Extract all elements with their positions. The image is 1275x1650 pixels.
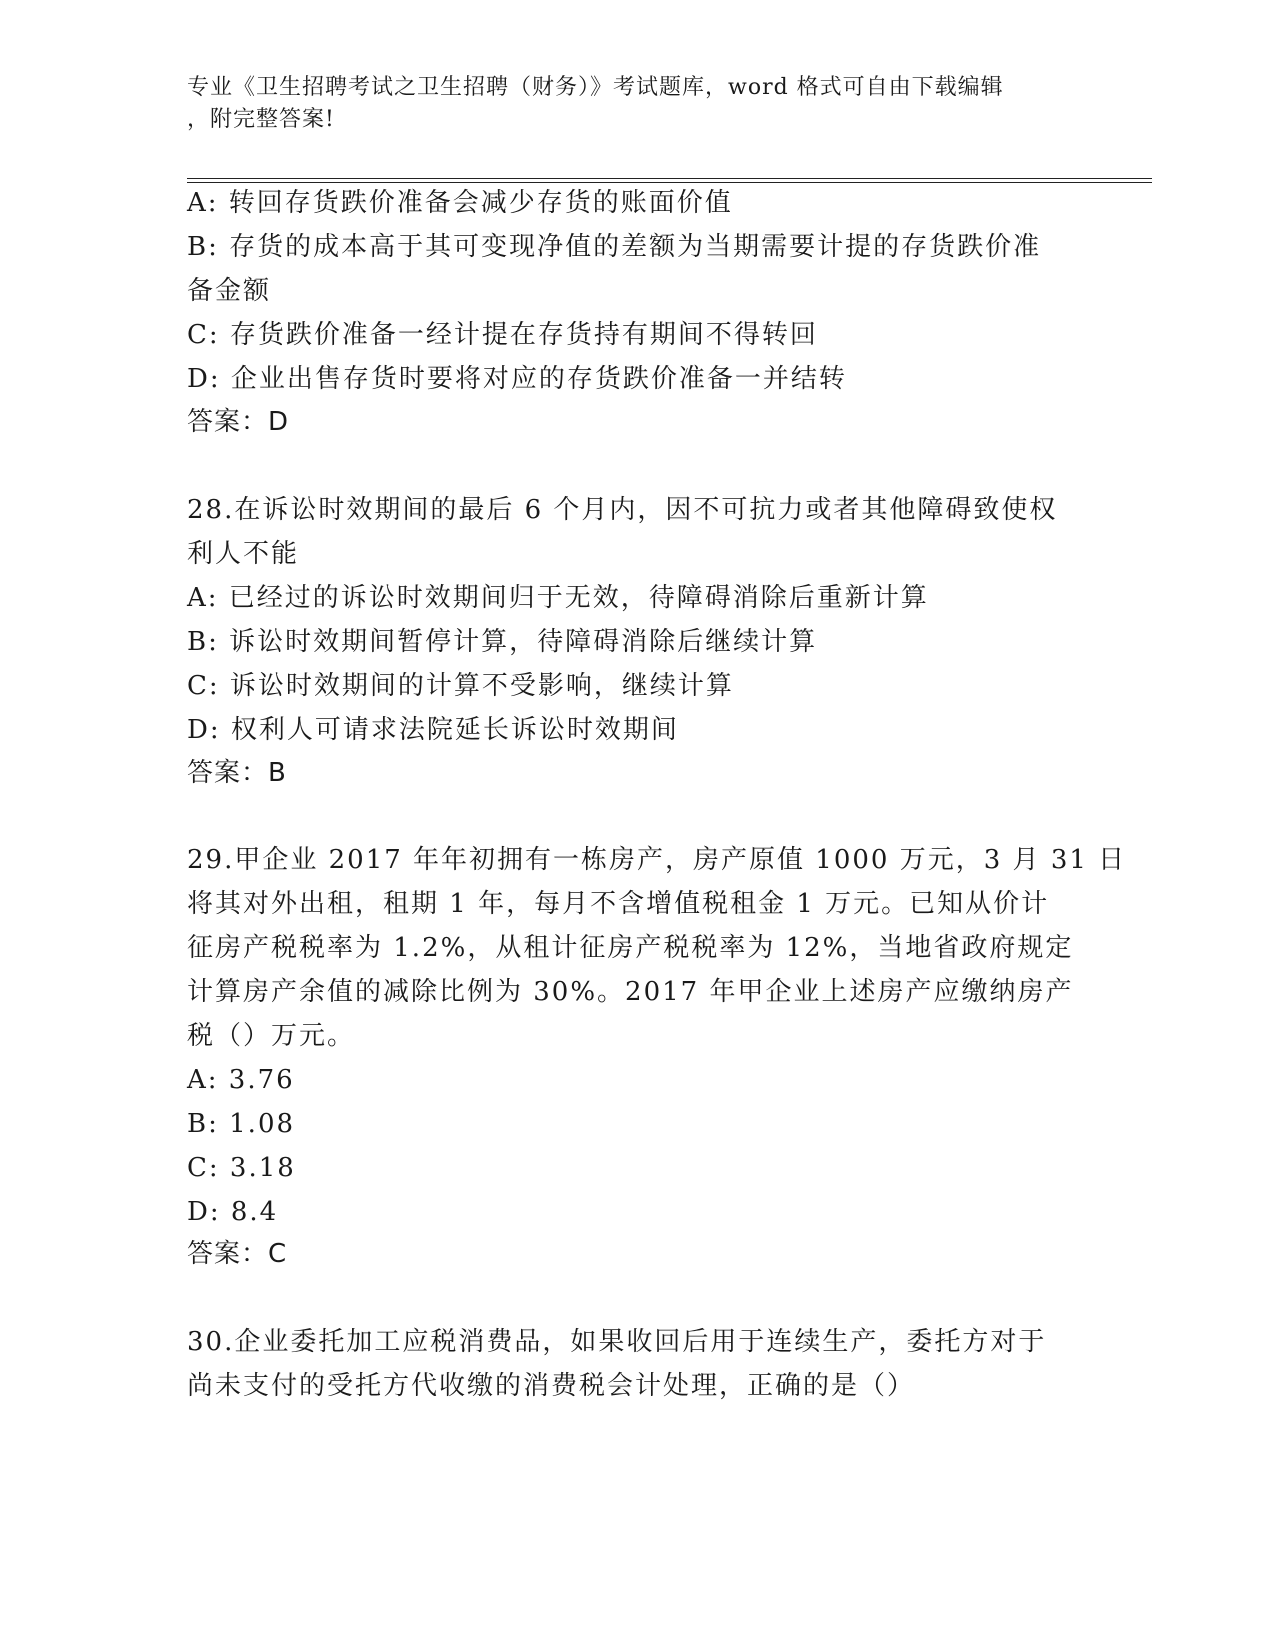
q29-stem-line-3: 征房产税税率为 1.2%，从租计征房产税税率为 12%，当地省政府规定 — [187, 933, 1074, 963]
q28-option-c: C: 诉讼时效期间的计算不受影响，继续计算 — [187, 671, 734, 701]
q30-stem-line-2: 尚未支付的受托方代收缴的消费税会计处理，正确的是（） — [187, 1371, 916, 1401]
q29-option-a: A: 3.76 — [187, 1065, 295, 1095]
q27-option-b-line-1: B: 存货的成本高于其可变现净值的差额为当期需要计提的存货跌价准 — [187, 232, 1042, 262]
q28-stem-line-1: 28.在诉讼时效期间的最后 6 个月内，因不可抗力或者其他障碍致使权 — [187, 495, 1058, 525]
q27-option-b-line-2: 备金额 — [187, 276, 272, 306]
q29-option-d: D: 8.4 — [187, 1197, 279, 1227]
q28-option-b: B: 诉讼时效期间暂停计算，待障碍消除后继续计算 — [187, 627, 818, 657]
q29-stem-line-5: 税（）万元。 — [187, 1021, 356, 1051]
header-line-1: 专业《卫生招聘考试之卫生招聘（财务）》考试题库，word 格式可自由下载编辑 — [187, 75, 1004, 100]
q28-answer: 答案：B — [187, 758, 287, 788]
q30-stem-line-1: 30.企业委托加工应税消费品，如果收回后用于连续生产，委托方对于 — [187, 1327, 1047, 1357]
q27-option-d: D: 企业出售存货时要将对应的存货跌价准备一并结转 — [187, 364, 847, 394]
q28-option-d: D: 权利人可请求法院延长诉讼时效期间 — [187, 715, 679, 745]
q28-stem-line-2: 利人不能 — [187, 539, 300, 569]
q27-option-c: C: 存货跌价准备一经计提在存货持有期间不得转回 — [187, 320, 818, 350]
q29-stem-line-4: 计算房产余值的减除比例为 30%。2017 年甲企业上述房产应缴纳房产 — [187, 977, 1074, 1007]
q27-answer: 答案：D — [187, 407, 290, 437]
q29-stem-line-1: 29.甲企业 2017 年年初拥有一栋房产，房产原值 1000 万元，3 月 31 日 — [187, 845, 1127, 875]
q29-option-c: C: 3.18 — [187, 1153, 296, 1183]
q29-stem-line-2: 将其对外出租，租期 1 年，每月不含增值税租金 1 万元。已知从价计 — [187, 889, 1050, 919]
q29-answer: 答案：C — [187, 1239, 288, 1269]
header-line-2: ，附完整答案! — [187, 107, 335, 132]
q27-option-a: A: 转回存货跌价准备会减少存货的账面价值 — [187, 188, 733, 218]
q28-option-a: A: 已经过的诉讼时效期间归于无效，待障碍消除后重新计算 — [187, 583, 929, 613]
document-header — [187, 72, 1067, 136]
q29-option-b: B: 1.08 — [187, 1109, 296, 1139]
